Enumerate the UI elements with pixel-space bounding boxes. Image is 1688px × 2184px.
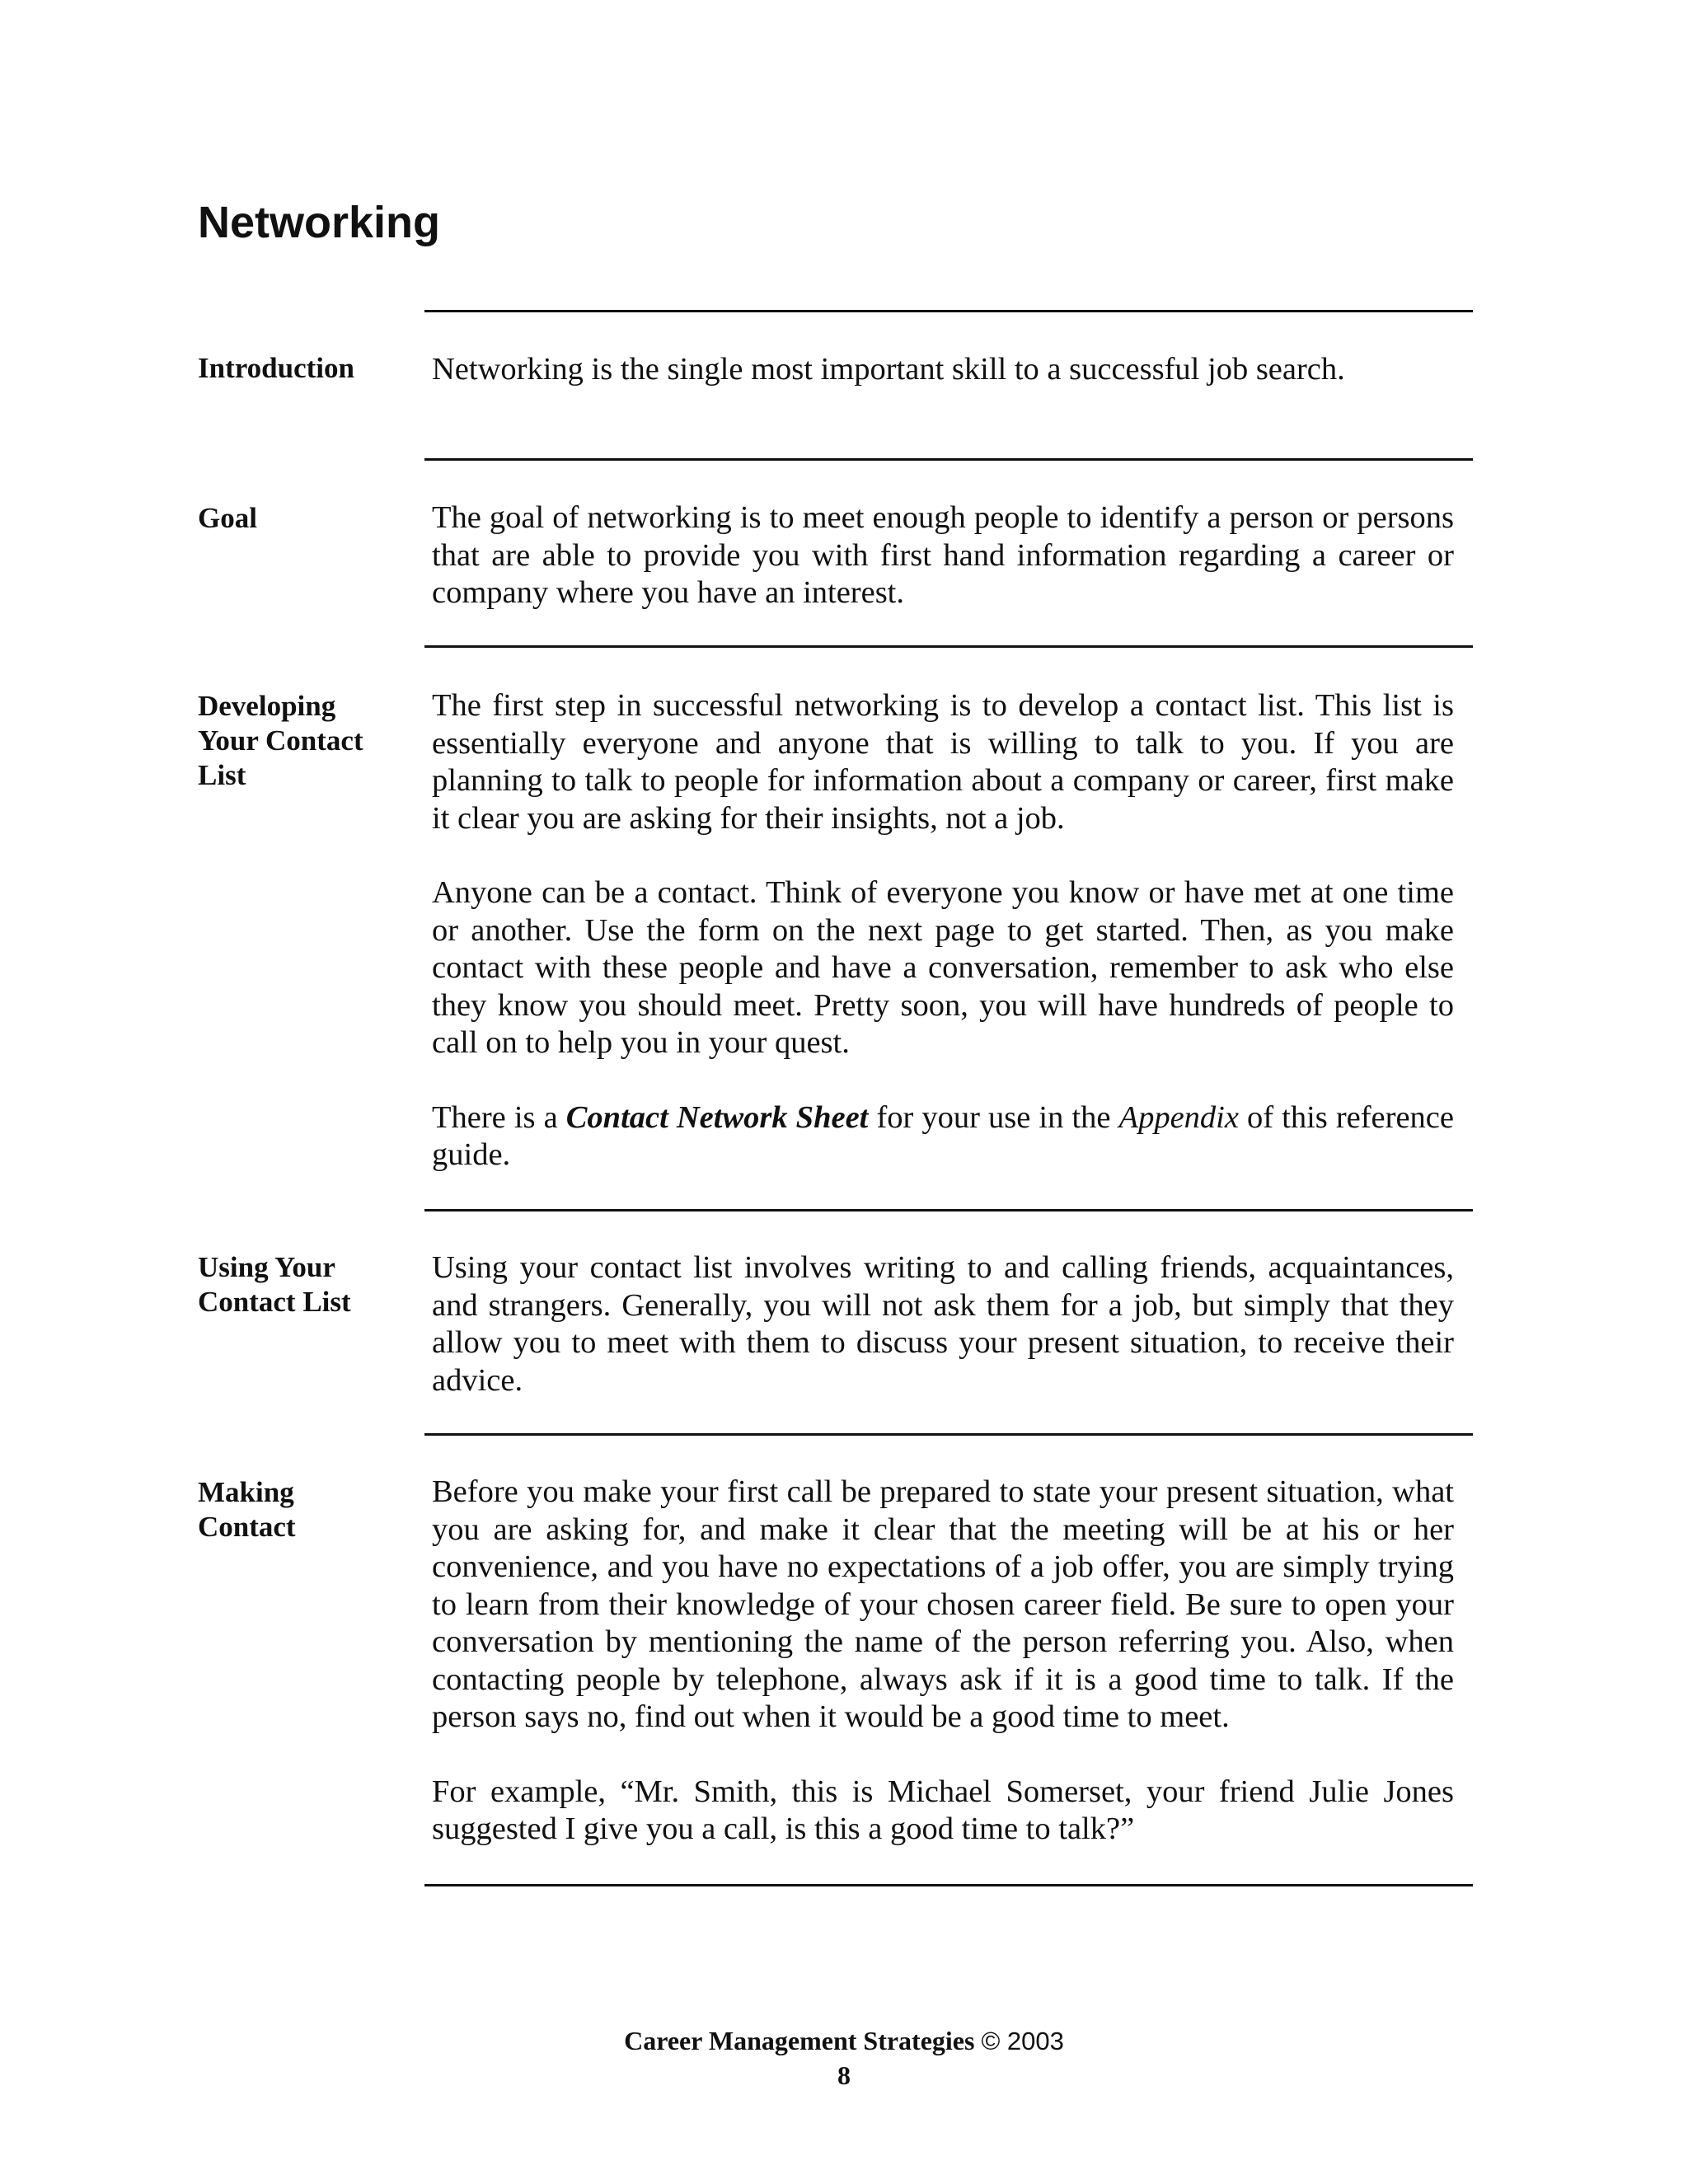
paragraph: For example, “Mr. Smith, this is Michael Somerset, your friend Julie Jones suggested I give you a call, is this a good time to talk?”: [432, 1774, 1454, 1846]
section-label-goal: Goal: [198, 502, 257, 534]
page-footer: [0, 2023, 1688, 2059]
section-divider: [424, 1433, 1473, 1436]
section-body-using-contact-list: [432, 1249, 1454, 1399]
section-divider: [424, 458, 1473, 461]
section-divider: [424, 310, 1473, 312]
paragraph: Networking is the single most important skill to a successful job search.: [432, 352, 1345, 387]
paragraph: The first step in successful networking is to develop a contact list. This list is essentially everyone and anyone that is willing to talk to you. If you are planning to talk to people for information about a company or career, first make it clear you are asking for their insights, not a job.: [432, 688, 1454, 836]
page-title: Networking: [198, 198, 441, 247]
section-body-introduction: [432, 351, 1454, 389]
section-divider: [424, 1209, 1473, 1212]
appendix-note-after: of this reference guide.: [432, 1099, 1454, 1172]
appendix-reference: Appendix: [1118, 1099, 1239, 1135]
section-label-introduction: Introduction: [198, 352, 354, 384]
section-label-making-contact: Making Contact: [198, 1476, 296, 1543]
section-divider: [424, 645, 1473, 648]
appendix-note-before: There is a: [432, 1099, 566, 1135]
paragraph: Using your contact list involves writing to and calling friends, acquaintances, and strangers. Generally, you will not ask them for a job, but simply that they allow you to meet with them to discuss your present situation, to receive their advice.: [432, 1250, 1454, 1398]
section-body-developing-contact-list: [432, 687, 1454, 1174]
paragraph: Anyone can be a contact. Think of everyone you know or have met at one time or another. Use the form on the next page to get started. Then, as you make contact with these people and have a conversation, remember to ask who else they know you should meet. Pretty soon, you will have hundreds of people to call on to help you in your quest.: [432, 875, 1454, 1060]
appendix-note: [432, 1099, 1454, 1174]
section-label-developing-contact-list: Developing Your Contact List: [198, 690, 363, 791]
page-number-container: [0, 2058, 1688, 2093]
section-body-goal: [432, 499, 1454, 612]
footer-copyright: © 2003: [981, 2027, 1064, 2055]
footer-organization: Career Management Strategies: [624, 2026, 975, 2055]
page-number: 8: [837, 2060, 851, 2090]
section-label-using-contact-list: Using Your Contact List: [198, 1251, 351, 1318]
paragraph: The goal of networking is to meet enough people to identify a person or persons that are able to provide you with first hand information regarding a career or company where you have an interest.: [432, 500, 1454, 610]
section-body-making-contact: [432, 1474, 1454, 1849]
contact-network-sheet-name: Contact Network Sheet: [565, 1099, 869, 1135]
paragraph: Before you make your first call be prepared to state your present situation, what you are asking for, and make it clear that the meeting will be at his or her convenience, and you have no expectations of a job offer, you are simply trying to learn from their knowledge of your chosen career field. Be sure to open your conversation by mentioning the name of the person referring you. Also, when contacting people by telephone, always ask if it is a good time to talk. If the person says no, find out when it would be a good time to meet.: [432, 1474, 1454, 1734]
section-divider: [424, 1884, 1473, 1886]
appendix-note-middle: for your use in the: [868, 1099, 1119, 1135]
